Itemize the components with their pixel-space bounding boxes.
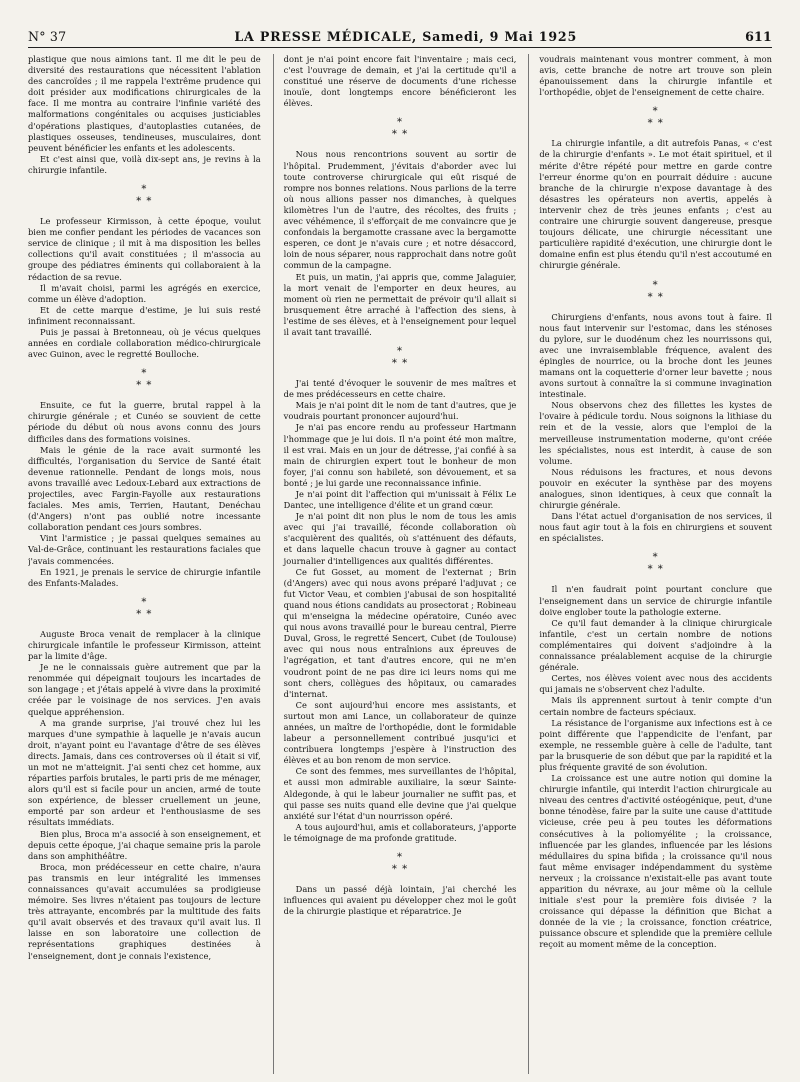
paragraph: Dans l'état actuel d'organisation de nos services, il nous faut agir tout à la fois en chirurgiens et souvent en spécialistes. — [539, 511, 773, 544]
asterism-top: * — [397, 346, 403, 358]
paragraph: plastique que nous aimions tant. Il me dit le peu de diversité des restaurations que nécessitent l'ablation des cancroïdes ; il me rappela l'extrême prudence qui doit présider aux modifications chirurgicales de la face. Il me montra au contraire l'infinie variété des malformations congénitales ou acquises justiciables d'opérations plastiques, d'autoplasties cutanées, de plastiques osseuses, tendineuses, musculaires, dont peuvent bénéficier les enfants et les adolescents. — [28, 54, 261, 153]
asterism-bottom: * * — [136, 608, 153, 620]
paragraph: Vint l'armistice ; je passai quelques semaines au Val-de-Grâce, continuant les restaurations faciales que j'avais commencées. — [28, 533, 261, 566]
page-header — [28, 24, 772, 48]
paragraph: Et de cette marque d'estime, je lui suis resté infiniment reconnaissant. — [28, 304, 261, 326]
asterism-top: * — [652, 106, 659, 118]
paragraph: Chirurgiens d'enfants, nous avons tout à faire. Il nous faut intervenir sur l'estomac, dans les sténoses du pylore, sur le duodénum chez les nourrissons qui, avec une invraisemblable fréquence, avalent des épingles de nourrice, ou la broche dont les jeunes mamans ont la coquetterie d'orner leur bavette ; nous avons surtout à connaître la si commune invagination intestinale. — [539, 311, 773, 400]
asterism-bottom: * * — [391, 129, 409, 141]
asterism-bottom: * * — [136, 380, 153, 392]
paragraph: A ma grande surprise, j'ai trouvé chez lui les marques d'une sympathie à laquelle je n'avais aucun droit, n'ayant point eu l'avantage d'être de ses élèves directs. Jamais, dans ces controverses où il était si vif, un mot ne m'atteignit. J'ai senti chez cet homme, aux réparties parfois brutales, le parti pris de me ménager, alors qu'il est si facile pour un ancien, armé de toute son expérience, de blesser cruellement un jeune, emporté par son ardeur et l'enthousiasme de ses résultats immédiats. — [28, 717, 261, 828]
asterism-top: * — [652, 279, 659, 291]
paragraph: Bien plus, Broca m'a associé à son enseignement, et depuis cette époque, j'ai chaque semaine pris la parole dans son amphithéâtre. — [28, 828, 261, 861]
paragraph: Il m'avait choisi, parmi les agrégés en exercice, comme un élève d'adoption. — [28, 282, 261, 304]
paragraph: Dans un passé déjà lointain, j'ai cherché les influences qui avaient pu développer chez moi le goût de la chirurgie plastique et réparatrice. Je — [283, 884, 517, 917]
section-break-asterism — [284, 852, 517, 876]
paragraph: Nous réduisons les fractures, et nous devons pouvoir en exécuter la synthèse par des moyens analogues, sinon identiques, à ceux que connaît la chirurgie générale. — [539, 466, 773, 511]
paragraph: Ce sont aujourd'hui encore mes assistants, et surtout mon ami Lance, un collaborateur de quinze années, un maître de l'orthopédie, dont le formidable labeur a personnellement contribué jusqu'ici et contribuera longtemps j'espère à l'instruction des élèves et au bon renom de mon service. — [283, 699, 517, 766]
paragraph: Auguste Broca venait de remplacer à la clinique chirurgicale infantile le professeur Kirmisson, atteint par la limite d'âge. — [28, 628, 261, 662]
paragraph: Je n'ai point dit non plus le nom de tous les amis avec qui j'ai travaillé, féconde collaboration où s'acquièrent des qualités, où s'atténuent des défauts, et dans laquelle chacun trouve à gagner au contact journalier d'intelligences aux qualités différentes. — [283, 511, 517, 566]
paragraph: La chirurgie infantile, a dit autrefois Panas, « c'est de la chirurgie d'enfants ». Le mot était spirituel, et il mérite d'être répété pour mettre en garde contre l'erreur énorme qu'on en pourrait déduire : aucune branche de la chirurgie n'expose davantage à des désastres les opérateurs non avertis, appelés à intervenir chez de très jeunes enfants ; c'est au contraire une chirurgie souvent dangereuse, presque toujours délicate, une chirurgie nécessitant une particulière rapidité d'exécution, une chirurgie dont le domaine enfin est plus étendu qu'il n'est accoutumé en chirurgie générale. — [539, 138, 773, 271]
paragraph: Je ne le connaissais guère autrement que par la renommée qui dépeignait toujours les incartades de son langage ; et j'étais appelé à vivre dans la proximité créée par le voisinage de nos services. J'en avais quelque appréhension. — [28, 662, 261, 717]
paragraph: Le professeur Kirmisson, à cette époque, voulut bien me confier pendant les périodes de vacances son service de clinique ; il mit à ma disposition les belles collections qu'il avait constituées ; il m'associa au groupe des pédiatres éminents qui collaboraient à la rédaction de sa revue. — [28, 216, 261, 282]
paragraph: Puis je passai à Bretonneau, où je vécus quelques années en cordiale collaboration médico-chirurgicale avec Guinon, avec le regretté Boulloche. — [28, 326, 261, 360]
paragraph: Je n'ai point dit l'affection qui m'unissait à Félix Le Dantec, une intelligence d'élite et un grand cœur. — [283, 489, 517, 511]
asterism-top: * — [397, 852, 403, 863]
paragraph: Il n'en faudrait point pourtant conclure que l'enseignement dans un service de chirurgie infantile doive englober toute la pathologie externe. — [539, 584, 773, 617]
paragraph: Certes, nos élèves voient avec nous des accidents qui jamais ne s'observent chez l'adulte. — [539, 673, 773, 695]
paragraph: dont je n'ai point encore fait l'inventaire ; mais ceci, c'est l'ouvrage de demain, et j'ai la certitude qu'il a constitué une réserve de documents d'une richesse inouïe, dont longtemps encore bénéficieront les élèves. — [283, 54, 517, 109]
paragraph: Mais le génie de la race avait surmonté les difficultés, l'organisation du Service de Santé était devenue rationnelle. Pendant de longs mois, nous avons travaillé avec Ledoux-Lebard aux extractions de projectiles, avec Fargin-Fayolle aux restaurations faciales. Mes amis, Terrien, Hautant, Denéchau (d'Angers) n'ont pas oublié notre incessante collaboration pendant ces jours sombres. — [28, 444, 261, 533]
asterism-bottom: * * — [391, 864, 409, 875]
asterism-top: * — [141, 596, 148, 608]
article-body — [28, 54, 772, 1074]
paragraph: Je n'ai pas encore rendu au professeur Hartmann l'hommage que je lui dois. Il n'a point été mon maître, il est vrai. Mais en un jour de détresse, j'ai confié à sa main de chirurgien expert tout le bonheur de mon foyer, j'ai connu son habileté, son dévouement, et sa bonté ; je lui garde une reconnaissance infinie. — [283, 422, 517, 488]
asterism-top: * — [141, 368, 148, 380]
paragraph: Et c'est ainsi que, voilà dix-sept ans, je revins à la chirurgie infantile. — [28, 153, 261, 175]
paragraph: J'ai tenté d'évoquer le souvenir de mes maîtres et de mes prédécesseurs en cette chaire. — [283, 378, 517, 400]
asterism-top: * — [652, 552, 659, 564]
paragraph: Ensuite, ce fut la guerre, brutal rappel à la chirurgie générale ; et Cunéo se souvient de cette période du début où nous avons connu des jours difficiles dans des formations voisines. — [28, 400, 261, 444]
asterism-bottom: * * — [647, 118, 664, 130]
issue-number: N° 37 — [28, 29, 67, 44]
asterism-bottom: * * — [391, 358, 409, 370]
section-break-asterism — [28, 184, 261, 208]
paragraph: Et puis, un matin, j'ai appris que, comme Jalaguier, la mort venait de l'emporter en deux heures, au moment où rien ne permettait de prévoir qu'il allait si brusquement être arraché à l'affection des siens, à l'estime de ses élèves, et à l'enseignement pour lequel il avait tant travaillé. — [283, 271, 517, 337]
asterism-bottom: * * — [647, 291, 664, 303]
section-break-asterism — [539, 552, 772, 576]
paragraph: Mais je n'ai point dit le nom de tant d'autres, que je voudrais pourtant prononcer aujourd'hui. — [283, 400, 517, 422]
column-3 — [528, 54, 772, 1074]
section-break-asterism — [539, 106, 772, 130]
paragraph: Broca, mon prédécesseur en cette chaire, n'aura pas transmis en leur intégralité les immenses connaissances qu'avait accumulées sa prodigieuse mémoire. Ses livres n'étaient pas toujours de lecture très attrayante, encombrés par la multitude des faits qu'il avait observés et des travaux qu'il avait lus. Il laisse en son laboratoire une collection de représentations graphiques destinées à l'enseignement, dont je connais l'existence, — [28, 861, 261, 961]
page-number: 611 — [745, 29, 772, 44]
paragraph: En 1921, je prenais le service de chirurgie infantile des Enfants-Malades. — [28, 566, 261, 588]
asterism-bottom: * * — [647, 564, 664, 576]
section-break-asterism — [28, 597, 261, 621]
paragraph: Mais ils apprennent surtout à tenir compte d'un certain nombre de facteurs spéciaux. — [539, 695, 773, 717]
column-1 — [28, 54, 261, 1074]
paragraph: Ce qu'il faut demander à la clinique chirurgicale infantile, c'est un certain nombre de notions complémentaires qui doivent s'adjoindre à la connaissance préalablement acquise de la chirurgie générale. — [539, 617, 773, 673]
asterism-bottom: * * — [136, 196, 153, 208]
paragraph: Ce sont des femmes, mes surveillantes de l'hôpital, et aussi mon admirable auxiliaire, la sœur Sainte-Aldegonde, à qui le labeur journalier ne suffit pas, et qui passe ses nuits quand elle devine que j'ai quelque anxiété sur l'état d'un nourrisson opéré. — [283, 766, 517, 821]
section-break-asterism — [539, 280, 772, 304]
paragraph: Ce fut Gosset, au moment de l'externat ; Brin (d'Angers) avec qui nous avons préparé l'adjuvat ; ce fut Victor Veau, et combien j'abusai de son hospitalité quand nous étions candidats au prosectorat ; Robineau qui m'enseigna la médecine opératoire, Cunéo avec qui nous avons travaillé pour le bureau central, Pierre Duval, Gross, le regretté Sencert, Cubet (de Toulouse) avec qui nous nous entraînions aux épreuves de l'agrégation, et tant d'autres encore, qui ne m'en voudront point de ne pas dire ici leurs noms qui me sont chers, collègues des hôpitaux, ou camarades d'internat. — [283, 566, 517, 699]
paragraph: La croissance est une autre notion qui domine la chirurgie infantile, qui interdit l'action chirurgicale au niveau des centres d'activité ostéogénique, peut, d'une bonne ténodèse, faire par la suite une cause d'attitude vicieuse, crée peu à peu toutes les déformations consécutives à la poliomyélite ; la croissance, influencée par les glandes, influencée par les lésions médullaires du spina bifida ; la croissance qu'il nous faut même envisager indépendamment du système nerveux ; la croissance n'existait-elle pas avant toute apparition du névraxe, au jour même où la cellule initiale s'est pour la première fois divisée ? la croissance qui dépasse la définition que Bichat a donnée de la vie ; la croissance, fonction créatrice, puissance obscure et splendide que la première cellule reçoit au moment même de la conception. — [539, 773, 773, 950]
journal-title: LA PRESSE MÉDICALE, Samedi, 9 Mai 1925 — [234, 29, 578, 44]
column-2 — [273, 54, 517, 1074]
paragraph: Nous observons chez des fillettes les kystes de l'ovaire à pédicule tordu. Nous soignons la lithiase du rein et de la vessie, alors que l'emploi de la merveilleuse instrumentation moderne, qu'ont créée les spécialistes, nous est interdit, à cause de son volume. — [539, 400, 773, 466]
paragraph: voudrais maintenant vous montrer comment, à mon avis, cette branche de notre art trouve son plein épanouissement dans la chirurgie infantile et l'orthopédie, objet de l'enseignement de cette chaire. — [539, 54, 773, 98]
section-break-asterism — [284, 346, 517, 370]
asterism-top: * — [397, 117, 403, 129]
paragraph: La résistance de l'organisme aux infections est à ce point différente que l'appendicite de l'enfant, par exemple, ne ressemble guère à celle de l'adulte, tant par la brusquerie de son début que par la rapidité et la plus fréquente gravité de son évolution. — [539, 717, 773, 772]
section-break-asterism — [284, 117, 517, 141]
asterism-top: * — [141, 184, 148, 196]
paragraph: A tous aujourd'hui, amis et collaborateurs, j'apporte le témoignage de ma profonde gratitude. — [283, 821, 517, 843]
paragraph: Nous nous rencontrions souvent au sortir de l'hôpital. Prudemment, j'évitais d'aborder avec lui toute controverse chirurgicale qui eût risqué de rompre nos bonnes relations. Nous parlions de la terre où nous allions passer nos dimanches, à quelques kilomètres l'un de l'autre, des récoltes, des fruits ; avec véhémence, il s'efforçait de me convaincre que je confondais la bergamotte crassane avec la bergamotte esperen, ce dont je n'avais cure ; et notre désaccord, loin de nous séparer, nous rapprochait dans notre goût commun de la campagne. — [283, 149, 517, 271]
section-break-asterism — [28, 368, 261, 392]
